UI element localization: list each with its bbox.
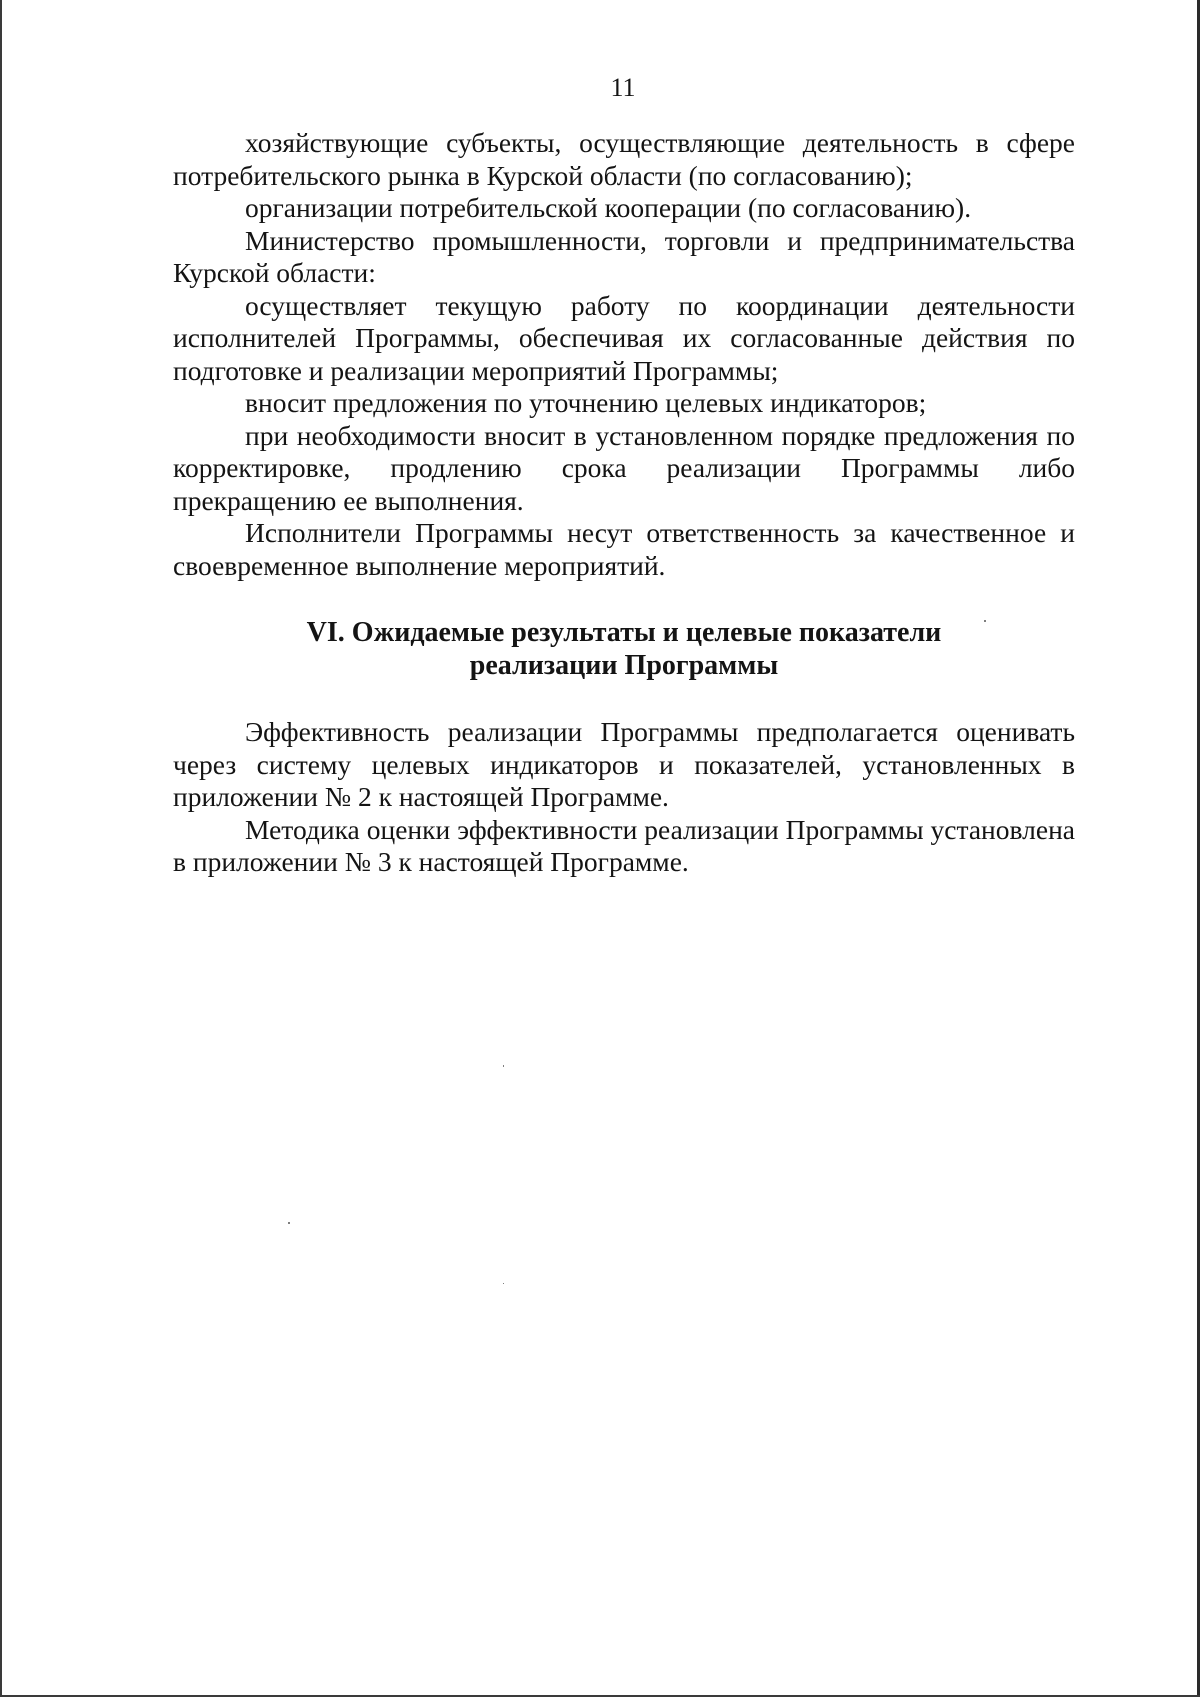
section-heading-line-2: реализации Программы <box>469 649 779 681</box>
scan-speck <box>984 620 986 622</box>
paragraph-ministry: Министерство промышленности, торговли и предпринимательства Курской области: <box>173 224 1075 288</box>
paragraph-responsibility: Исполнители Программы несут ответственность за качественное и своевременное выполнение мероприятий. <box>173 517 1075 581</box>
paragraph-economic-entities: хозяйствующие субъекты, осуществляющие деятельность в сфере потребительского рынка в Курской области (по согласованию); <box>173 127 1075 191</box>
paragraph-methodology: Методика оценки эффективности реализации Программы установлена в приложении № 3 к настоящей Программе. <box>173 813 1075 877</box>
paragraph-coordination: осуществляет текущую работу по координации деятельности исполнителей Программы, обеспечивая их согласованные действия по подготовке и реализации мероприятий Программы; <box>173 289 1075 386</box>
scan-speck <box>288 1222 290 1224</box>
paragraph-adjustment: при необходимости вносит в установленном порядке предложения по корректировке, продлению срока реализации Программы либо прекращению ее выполнения. <box>173 419 1075 516</box>
document-body <box>173 127 1075 879</box>
scan-speck <box>503 1283 504 1284</box>
scan-speck <box>503 1065 504 1067</box>
paragraph-consumer-cooperation: организации потребительской кооперации (по согласованию). <box>245 192 972 223</box>
paragraph-indicators: вносит предложения по уточнению целевых индикаторов; <box>245 387 927 418</box>
section-heading-line-1: VI. Ожидаемые результаты и целевые показатели <box>306 617 942 648</box>
paragraph-effectiveness: Эффективность реализации Программы предполагается оценивать через систему целевых индикаторов и показателей, установленных в приложении № 2 к настоящей Программе. <box>173 716 1075 812</box>
page-number: 11 <box>610 73 636 102</box>
section-heading <box>173 617 1075 682</box>
scan-edge-left <box>0 0 2 1697</box>
